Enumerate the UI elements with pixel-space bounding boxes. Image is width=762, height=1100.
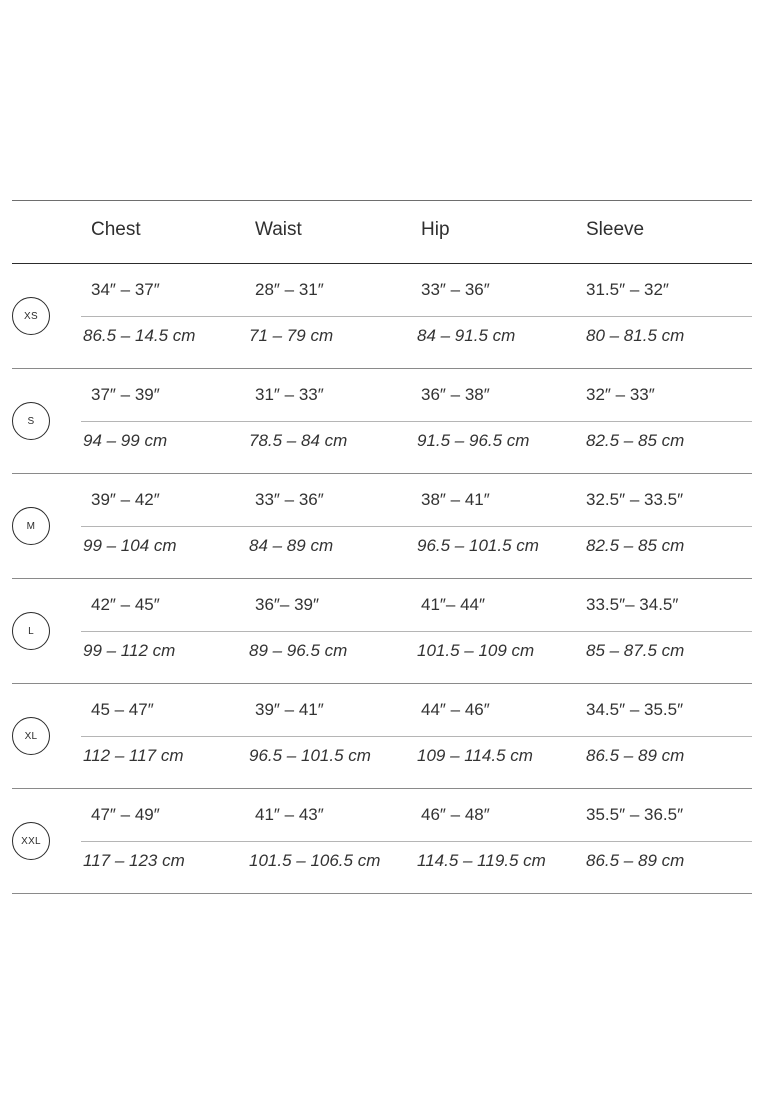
size-row-xl — [12, 684, 752, 789]
waist-inches: 28″ – 31″ — [255, 280, 324, 299]
size-badge: M — [12, 507, 50, 545]
chest-cm: 99 – 112 cm — [83, 641, 176, 660]
chest-cm: 117 – 123 cm — [83, 851, 185, 870]
sleeve-inches: 33.5″– 34.5″ — [586, 595, 679, 614]
unit-divider — [81, 526, 752, 527]
size-row-s — [12, 369, 752, 474]
size-badge: XXL — [12, 822, 50, 860]
hip-cm: 114.5 – 119.5 cm — [417, 851, 546, 870]
hip-cm: 101.5 – 109 cm — [417, 641, 535, 660]
size-badge: S — [12, 402, 50, 440]
chest-cm: 99 – 104 cm — [83, 536, 177, 555]
waist-inches: 41″ – 43″ — [255, 805, 324, 824]
header-row — [12, 200, 752, 263]
hip-cm: 91.5 – 96.5 cm — [417, 431, 530, 450]
chest-inches: 39″ – 42″ — [91, 490, 160, 509]
chest-inches: 47″ – 49″ — [91, 805, 160, 824]
column-header-waist: Waist — [255, 219, 302, 240]
unit-divider — [81, 316, 752, 317]
sleeve-cm: 86.5 – 89 cm — [586, 746, 685, 765]
waist-inches: 39″ – 41″ — [255, 700, 324, 719]
sleeve-inches: 32.5″ – 33.5″ — [586, 490, 684, 509]
waist-cm: 84 – 89 cm — [249, 536, 334, 555]
chest-inches: 42″ – 45″ — [91, 595, 160, 614]
chest-cm: 94 – 99 cm — [83, 431, 168, 450]
sleeve-cm: 86.5 – 89 cm — [586, 851, 685, 870]
waist-cm: 89 – 96.5 cm — [249, 641, 348, 660]
chest-cm: 112 – 117 cm — [83, 746, 184, 765]
hip-inches: 38″ – 41″ — [421, 490, 490, 509]
unit-divider — [81, 421, 752, 422]
sleeve-cm: 80 – 81.5 cm — [586, 326, 685, 345]
hip-inches: 44″ – 46″ — [421, 700, 490, 719]
waist-cm: 71 – 79 cm — [249, 326, 334, 345]
waist-cm: 101.5 – 106.5 cm — [249, 851, 381, 870]
hip-cm: 96.5 – 101.5 cm — [417, 536, 539, 555]
hip-inches: 33″ – 36″ — [421, 280, 490, 299]
size-row-l — [12, 579, 752, 684]
sleeve-inches: 32″ – 33″ — [586, 385, 655, 404]
size-badge: L — [12, 612, 50, 650]
waist-inches: 31″ – 33″ — [255, 385, 324, 404]
sleeve-inches: 34.5″ – 35.5″ — [586, 700, 684, 719]
size-row-xs — [12, 264, 752, 369]
sleeve-inches: 31.5″ – 32″ — [586, 280, 669, 299]
sleeve-cm: 85 – 87.5 cm — [586, 641, 685, 660]
unit-divider — [81, 631, 752, 632]
hip-inches: 36″ – 38″ — [421, 385, 490, 404]
waist-inches: 36″– 39″ — [255, 595, 320, 614]
chest-inches: 34″ – 37″ — [91, 280, 160, 299]
column-header-chest: Chest — [91, 219, 141, 240]
chest-inches: 45 – 47″ — [91, 700, 154, 719]
sleeve-inches: 35.5″ – 36.5″ — [586, 805, 684, 824]
hip-inches: 46″ – 48″ — [421, 805, 490, 824]
sleeve-cm: 82.5 – 85 cm — [586, 431, 685, 450]
column-header-sleeve: Sleeve — [586, 219, 645, 240]
unit-divider — [81, 736, 752, 737]
waist-inches: 33″ – 36″ — [255, 490, 324, 509]
chest-cm: 86.5 – 14.5 cm — [83, 326, 196, 345]
unit-divider — [81, 841, 752, 842]
size-badge: XS — [12, 297, 50, 335]
row-divider — [12, 893, 752, 894]
waist-cm: 96.5 – 101.5 cm — [249, 746, 371, 765]
hip-inches: 41″– 44″ — [421, 595, 486, 614]
column-header-hip: Hip — [421, 219, 450, 240]
chest-inches: 37″ – 39″ — [91, 385, 160, 404]
hip-cm: 84 – 91.5 cm — [417, 326, 516, 345]
size-row-m — [12, 474, 752, 579]
hip-cm: 109 – 114.5 cm — [417, 746, 533, 765]
waist-cm: 78.5 – 84 cm — [249, 431, 348, 450]
size-row-xxl — [12, 789, 752, 894]
sleeve-cm: 82.5 – 85 cm — [586, 536, 685, 555]
size-badge: XL — [12, 717, 50, 755]
